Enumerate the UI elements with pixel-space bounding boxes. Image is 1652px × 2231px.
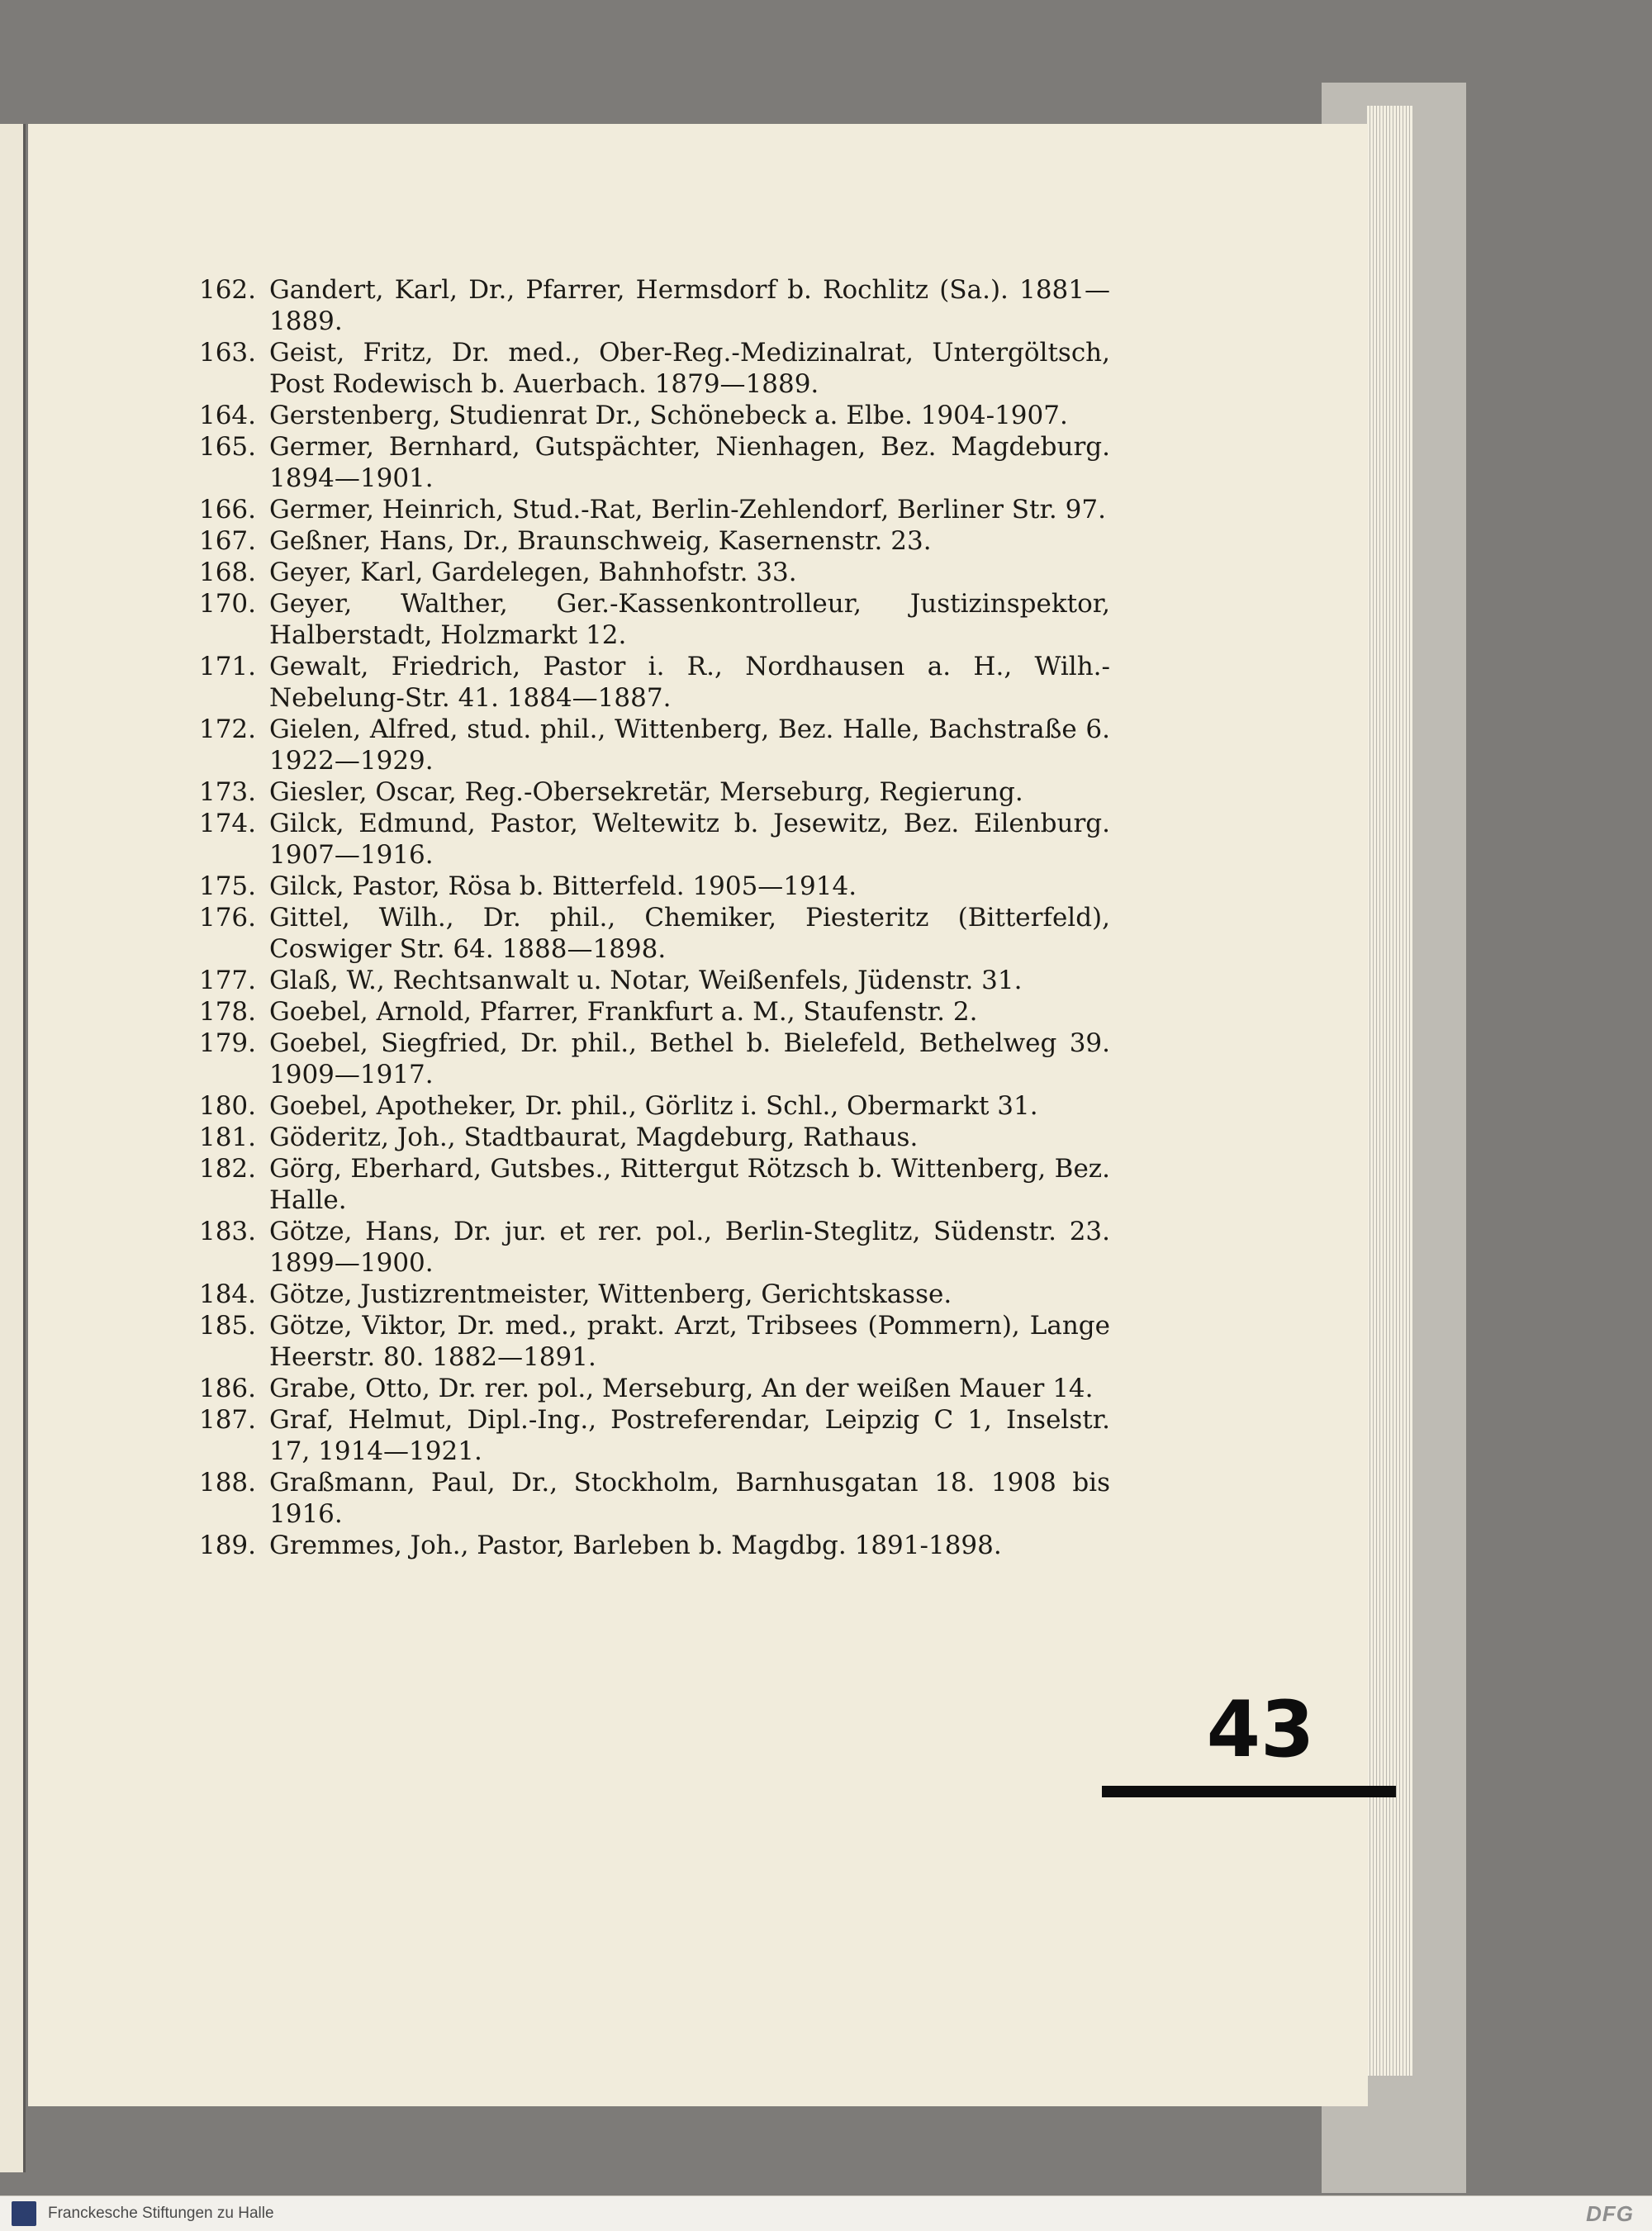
entry-text: Goebel, Apotheker, Dr. phil., Görlitz i. Schl., Obermarkt 31. (269, 1091, 1038, 1121)
page-number: 43 (1206, 1685, 1315, 1775)
entry-text: Geist, Fritz, Dr. med., Ober-Reg.-Medizinalrat, Untergöltsch, Post Rodewisch b. Auerbach. 1879—1889. (269, 338, 1110, 399)
entry-number: 176. (198, 903, 256, 933)
viewer-footer (0, 2195, 1652, 2231)
entry-number: 189. (198, 1531, 256, 1560)
entry-number: 166. (198, 495, 256, 525)
entry-text: Germer, Heinrich, Stud.-Rat, Berlin-Zehlendorf, Berliner Str. 97. (269, 495, 1106, 525)
entry-number: 164. (198, 401, 256, 430)
entry-text: Grabe, Otto, Dr. rer. pol., Merseburg, An der weißen Mauer 14. (269, 1374, 1094, 1403)
list-item (185, 400, 1110, 431)
entry-number: 175. (198, 871, 256, 901)
entry-number: 165. (198, 432, 256, 462)
entry-text: Geyer, Walther, Ger.-Kassenkontrolleur, Justizinspektor, Halberstadt, Holzmarkt 12. (269, 589, 1110, 650)
entry-number: 174. (198, 809, 256, 838)
entry-number: 188. (198, 1468, 256, 1498)
entry-number: 167. (198, 526, 256, 556)
entry-text: Gittel, Wilh., Dr. phil., Chemiker, Piesteritz (Bitterfeld), Coswiger Str. 64. 1888—1898. (269, 903, 1110, 964)
list-item (185, 808, 1110, 871)
entry-text: Götze, Viktor, Dr. med., prakt. Arzt, Tribsees (Pommern), Lange Heerstr. 80. 1882—1891. (269, 1311, 1110, 1372)
institution-logo-icon (12, 2201, 36, 2226)
entry-text: Goebel, Siegfried, Dr. phil., Bethel b. Bielefeld, Bethelweg 39. 1909—1917. (269, 1028, 1110, 1089)
list-item (185, 651, 1110, 714)
page-edges (1367, 106, 1412, 2076)
list-item (185, 337, 1110, 400)
list-item (185, 714, 1110, 776)
entry-number: 177. (198, 966, 256, 995)
entry-number: 186. (198, 1374, 256, 1403)
entry-number: 178. (198, 997, 256, 1027)
entry-number: 168. (198, 558, 256, 587)
entry-list (185, 274, 1110, 1561)
list-item (185, 1279, 1110, 1310)
entry-number: 180. (198, 1091, 256, 1121)
entry-text: Graßmann, Paul, Dr., Stockholm, Barnhusgatan 18. 1908 bis 1916. (269, 1468, 1110, 1529)
entry-text: Gerstenberg, Studienrat Dr., Schönebeck a. Elbe. 1904-1907. (269, 401, 1068, 430)
entry-number: 185. (198, 1311, 256, 1341)
list-item (185, 1373, 1110, 1404)
page-number-rule (1102, 1786, 1396, 1797)
list-item (185, 776, 1110, 808)
entry-number: 170. (198, 589, 256, 619)
list-item (185, 274, 1110, 337)
list-item (185, 1216, 1110, 1279)
entry-number: 183. (198, 1217, 256, 1246)
entry-number: 181. (198, 1123, 256, 1152)
list-item (185, 525, 1110, 557)
list-item (185, 996, 1110, 1028)
list-item (185, 431, 1110, 494)
book-page (28, 124, 1368, 2106)
list-item (185, 1404, 1110, 1467)
entry-number: 184. (198, 1279, 256, 1309)
entry-text: Gewalt, Friedrich, Pastor i. R., Nordhausen a. H., Wilh.-Nebelung-Str. 41. 1884—1887. (269, 652, 1110, 713)
entry-text: Götze, Justizrentmeister, Wittenberg, Gerichtskasse. (269, 1279, 952, 1309)
entry-text: Giesler, Oscar, Reg.-Obersekretär, Merseburg, Regierung. (269, 777, 1023, 807)
entry-text: Goebel, Arnold, Pfarrer, Frankfurt a. M., Staufenstr. 2. (269, 997, 978, 1027)
list-item (185, 1028, 1110, 1090)
list-item (185, 1310, 1110, 1373)
list-item (185, 871, 1110, 902)
entry-text: Geßner, Hans, Dr., Braunschweig, Kasernenstr. 23. (269, 526, 932, 556)
entry-number: 187. (198, 1405, 256, 1435)
entry-number: 179. (198, 1028, 256, 1058)
list-item (185, 902, 1110, 965)
list-item (185, 1122, 1110, 1153)
entry-text: Görg, Eberhard, Gutsbes., Rittergut Rötzsch b. Wittenberg, Bez. Halle. (269, 1154, 1110, 1215)
list-item (185, 1153, 1110, 1216)
entry-number: 172. (198, 714, 256, 744)
list-item (185, 1530, 1110, 1561)
entry-number: 162. (198, 275, 256, 305)
entry-text: Germer, Bernhard, Gutspächter, Nienhagen, Bez. Magdeburg. 1894—1901. (269, 432, 1110, 493)
entry-text: Götze, Hans, Dr. jur. et rer. pol., Berlin-Steglitz, Südenstr. 23. 1899—1900. (269, 1217, 1110, 1278)
entry-text: Gielen, Alfred, stud. phil., Wittenberg, Bez. Halle, Bachstraße 6. 1922—1929. (269, 714, 1110, 776)
list-item (185, 557, 1110, 588)
entry-number: 171. (198, 652, 256, 681)
facing-page-edge (0, 124, 26, 2172)
dfg-logo: DFG (1586, 2201, 1634, 2226)
entry-text: Glaß, W., Rechtsanwalt u. Notar, Weißenfels, Jüdenstr. 31. (269, 966, 1023, 995)
list-item (185, 1090, 1110, 1122)
entry-number: 163. (198, 338, 256, 368)
entry-text: Gilck, Pastor, Rösa b. Bitterfeld. 1905—1914. (269, 871, 857, 901)
institution-name: Franckesche Stiftungen zu Halle (48, 2205, 274, 2222)
list-item (185, 588, 1110, 651)
entry-text: Gremmes, Joh., Pastor, Barleben b. Magdbg. 1891-1898. (269, 1531, 1002, 1560)
list-item (185, 494, 1110, 525)
entry-text: Graf, Helmut, Dipl.-Ing., Postreferendar, Leipzig C 1, Inselstr. 17, 1914—1921. (269, 1405, 1110, 1466)
entry-number: 182. (198, 1154, 256, 1184)
entry-text: Gandert, Karl, Dr., Pfarrer, Hermsdorf b. Rochlitz (Sa.). 1881—1889. (269, 275, 1110, 336)
list-item (185, 965, 1110, 996)
entry-number: 173. (198, 777, 256, 807)
entry-text: Göderitz, Joh., Stadtbaurat, Magdeburg, Rathaus. (269, 1123, 919, 1152)
entry-text: Geyer, Karl, Gardelegen, Bahnhofstr. 33. (269, 558, 797, 587)
entry-text: Gilck, Edmund, Pastor, Weltewitz b. Jesewitz, Bez. Eilenburg. 1907—1916. (269, 809, 1110, 870)
list-item (185, 1467, 1110, 1530)
